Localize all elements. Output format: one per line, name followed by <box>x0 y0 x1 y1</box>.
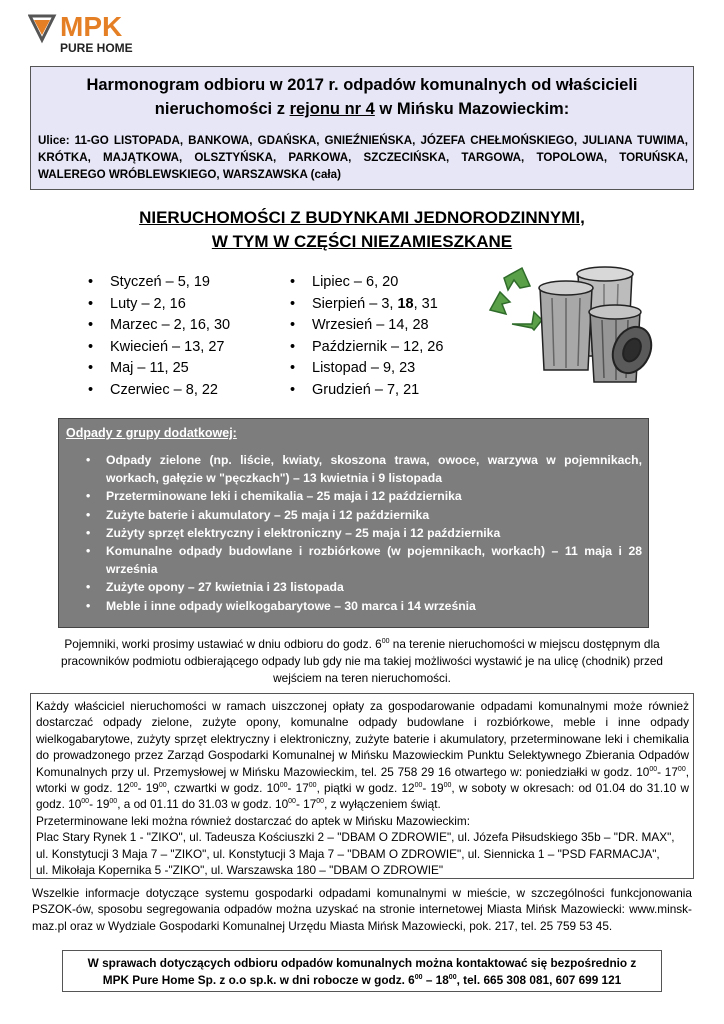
logo-subtitle: PURE HOME <box>60 41 133 55</box>
streets-list: Ulice: 11-GO LISTOPADA, BANKOWA, GDAŃSKA, GNIEŹNIEŃSKA, JÓZEFA CHEŁMOŃSKIEGO, JULIANA TUWIMA, KRÓTKA, MAJĄTKOWA, OLSZTYŃSKA, PARKOWA, SZCZECIŃSKA, TARGOWA, TOPOLOWA, TORUŃSKA, WALEREGO WRÓBLEWSKIEGO, WARSZAWSKA (cała) <box>38 134 688 181</box>
logo-brand: MPK <box>60 11 123 42</box>
pharmacy-intro: Przeterminowane leki można również dostarczać do aptek w Mińsku Mazowieckim: <box>36 813 471 828</box>
additional-waste-list <box>86 451 642 615</box>
list-item: • Zużyty sprzęt elektryczny i elektroniczny – 25 maja i 12 października <box>86 524 642 542</box>
region-label: rejonu nr 4 <box>289 100 375 118</box>
page-title <box>40 73 684 121</box>
list-item: • Odpady zielone (np. liście, kwiaty, skoszona trawa, owoce, warzywa w pojemnikach, workach, gałęzie w "pęczkach") – 13 kwietnia i 9 listopada <box>86 451 642 487</box>
list-item: • Zużyte baterie i akumulatory – 25 maja i 12 października <box>86 506 642 524</box>
pharmacy-list-1: Plac Stary Rynek 1 - "ZIKO", ul. Tadeusza Kościuszki 2 – "DBAM O ZDROWIE", ul. Józefa Piłsudskiego 35b – "DR. MAX", <box>36 830 675 845</box>
month-item: • Kwiecień – 13, 27 <box>88 337 278 359</box>
additional-waste-heading: Odpady z grupy dodatkowej: <box>66 426 237 440</box>
pszok-hours-paragraph: Każdy właściciel nieruchomości w ramach uiszczonej opłaty za gospodarowanie odpadami komunalnymi może również dostarczać odpady zielone, zużyte opony, komunalne odpady budowlane i rozbiórkowe, meble i inne odpady wielkogabarytowe, zużyty sprzęt elektryczny i elektroniczny, zużyte baterie i akumulatory, przeterminowane leki i chemikalia do prowadzonego przez Zarząd Gospodarki Komunalnej w Mińsku Mazowieckim Punktu Selektywnego Zbierania Odpadów Komunalnych przy ul. Przemysłowej w Mińsku Mazowieckim, tel. 25 758 29 16 otwartego w: poniedziałki w godz. $10^{00}-$ $17^{00}$, wtorki w godz. $12^{00}-$ $19^{00}$, czwartki w godz. $10^{00}-$ $17^{00}$, piątki w godz. $12^{00}-$ $19^{00}$, w soboty w okresach: od 01.04 do 31.10 w godz. $10^{00}-$ $19^{00}$, a od 01.11 do 31.03 w godz. $10^{00}-$ $17^{00}$, z wyłączeniem świąt. <box>36 699 689 812</box>
list-item: • Komunalne odpady budowlane i rozbiórkowe (w pojemnikach, workach) – 11 maja i 28 września <box>86 542 642 578</box>
contact-line-1: W sprawach dotyczących odbioru odpadów komunalnych można kontaktować się bezpośrednio z <box>87 956 637 970</box>
month-item: • Styczeń – 5, 19 <box>88 272 278 294</box>
month-item: • Lipiec – 6, 20 <box>290 272 480 294</box>
month-item: • Październik – 12, 26 <box>290 337 480 359</box>
month-item: • Listopad – 9, 23 <box>290 358 480 380</box>
list-item: • Przeterminowane leki i chemikalia – 25 maja i 12 października <box>86 487 642 505</box>
pharmacy-list-3: ul. Mikołaja Kopernika 5 -"ZIKO", ul. Warszawska 180 – "DBAM O ZDROWIE" <box>36 863 444 878</box>
title-line-1: Harmonogram odbioru w 2017 r. odpadów komunalnych od właścicieli <box>86 76 638 94</box>
trash-bins-recycle-icon <box>482 258 662 388</box>
container-note: Pojemniki, worki prosimy ustawiać w dniu odbioru do godz. $6^{00}$ na terenie nieruchomości w miejscu dostępnym dla pracowników podmiotu odbierającego odpady lub gdy nie ma takiej możliwości wystawić je na ulicę (chodnik) przed wejściem na teren nieruchomości. <box>61 637 663 685</box>
title-line-2-pre: nieruchomości z <box>154 100 290 118</box>
month-item: • Czerwiec – 8, 22 <box>88 380 278 402</box>
title-line-2-post: w Mińsku Mazowieckim: <box>374 100 570 118</box>
month-item: • Maj – 11, 25 <box>88 358 278 380</box>
contact-line-2: MPK Pure Home Sp. z o.o sp.k. w dni robocze w godz. $6^{00} - 18^{00}$, tel. 665 308 081, 607 699 121 <box>102 973 622 987</box>
list-item: • Zużyte opony – 27 kwietnia i 23 listopada <box>86 578 642 596</box>
section-title <box>40 206 684 254</box>
footer-info: Wszelkie informacje dotyczące systemu gospodarki odpadami komunalnymi w mieście, w szczególności funkcjonowania PSZOK-ów, sposobu segregowania odpadów można uzyskać na stronie internetowej Miasta Mińsk Mazowiecki: www.minsk-maz.pl oraz w Wydziale Gospodarki Komunalnej Urzędu Miasta Mińsk Mazowiecki, pok. 217, tel. 25 759 53 45. <box>32 886 692 933</box>
month-item: • Sierpień – 3, 18, 31 <box>290 294 480 316</box>
title-line-2 <box>40 97 684 121</box>
month-item: • Marzec – 2, 16, 30 <box>88 315 278 337</box>
month-item: • Grudzień – 7, 21 <box>290 380 480 402</box>
list-item: • Meble i inne odpady wielkogabarytowe – 30 marca i 14 września <box>86 597 642 615</box>
schedule-months-right <box>290 272 480 401</box>
schedule-months-left <box>88 272 278 401</box>
month-item: • Wrzesień – 14, 28 <box>290 315 480 337</box>
section-title-line-2: W TYM W CZĘŚCI NIEZAMIESZKANE <box>211 232 513 251</box>
contact-info <box>64 955 660 989</box>
section-title-line-1: NIERUCHOMOŚCI Z BUDYNKAMI JEDNORODZINNYMI, <box>139 208 585 227</box>
month-item: • Luty – 2, 16 <box>88 294 278 316</box>
pszok-info <box>36 698 689 878</box>
pharmacy-list-2: ul. Konstytucji 3 Maja 7 – "ZIKO", ul. Konstytucji 3 Maja 7 – "DBAM O ZDROWIE", ul. Siennicka 1 – "PSD FARMACJA", <box>36 846 660 861</box>
